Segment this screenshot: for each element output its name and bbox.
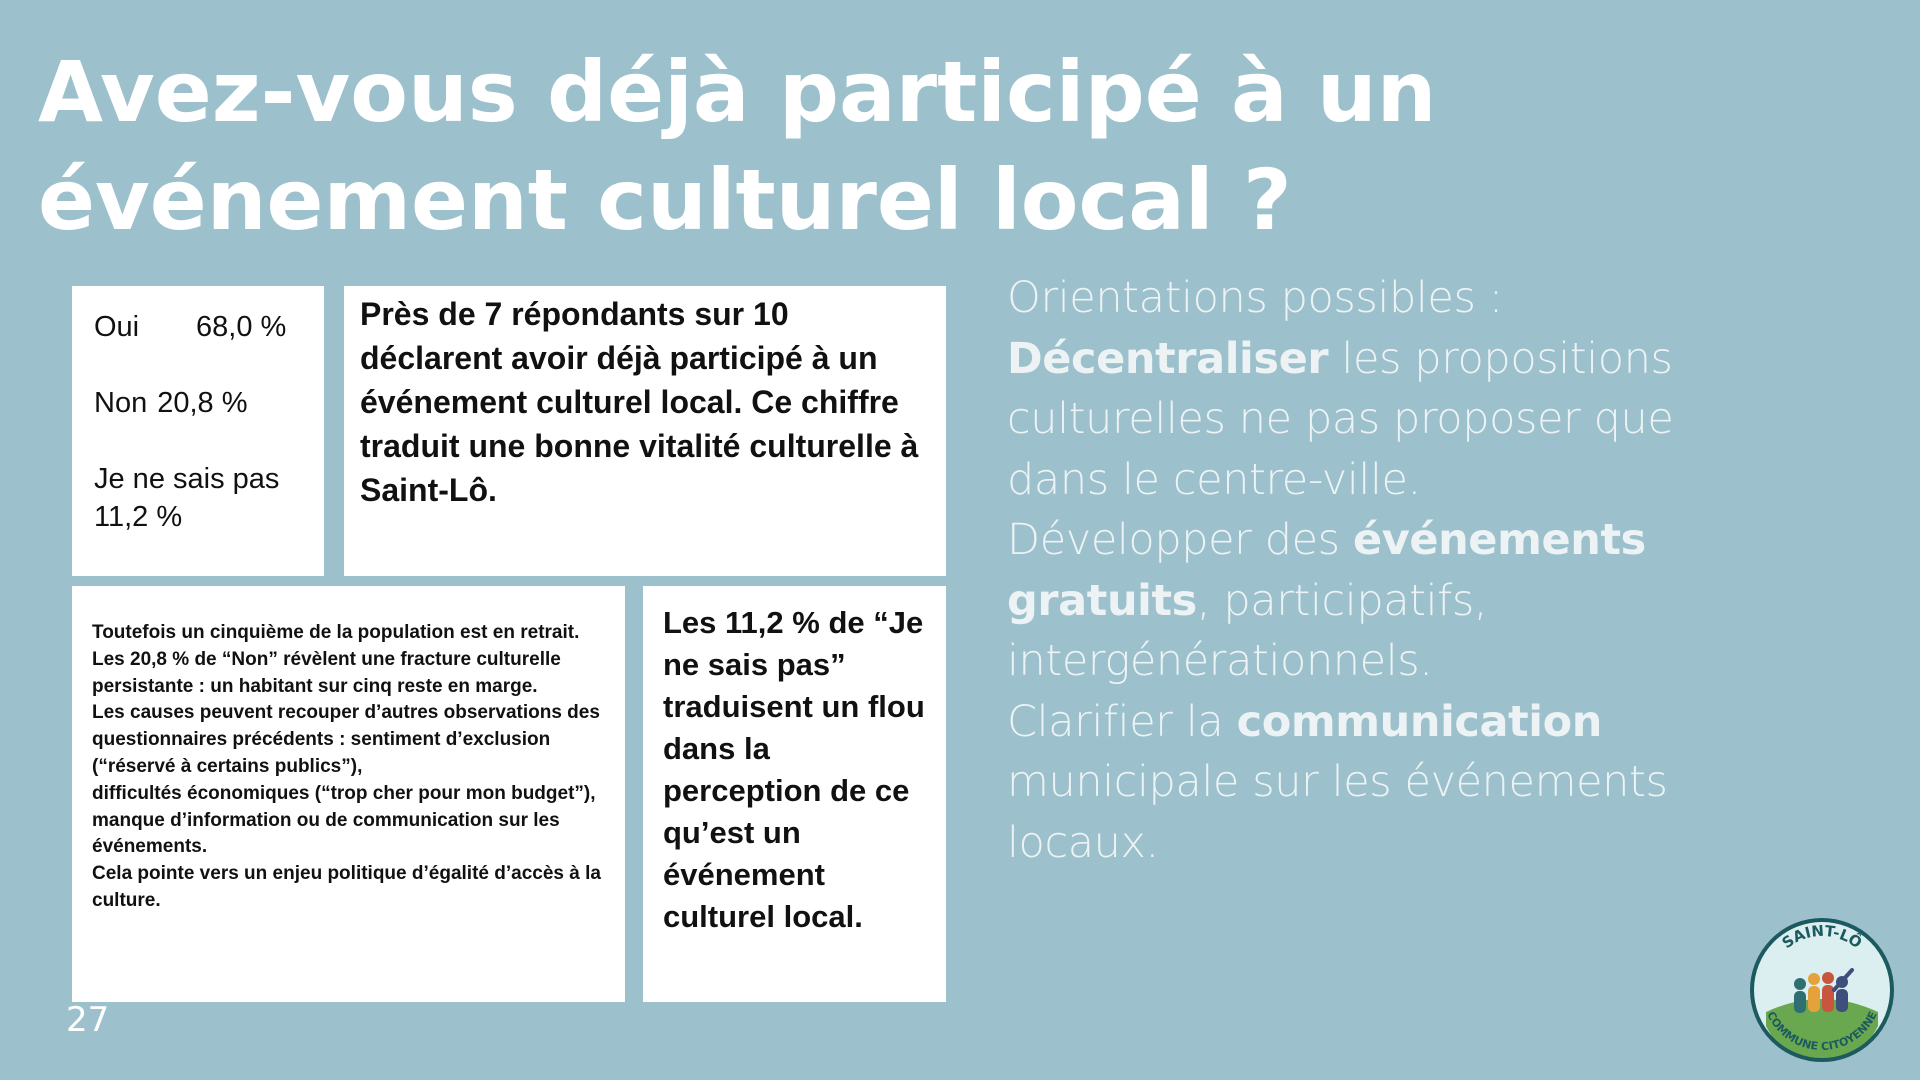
stats-box	[72, 286, 324, 576]
detail-analysis-box	[72, 586, 625, 1002]
orientation-item-2	[1007, 510, 1767, 692]
orientation-item-3-text: municipale sur les événements locaux.	[1007, 757, 1668, 868]
stat-non-value: 20,8 %	[157, 387, 248, 419]
stat-non	[94, 384, 304, 422]
saint-lo-logo-icon	[1748, 916, 1896, 1064]
detail-paragraph: manque d’information ou de communication sur les événements.	[92, 809, 560, 858]
page-number: 27	[66, 1000, 110, 1040]
detail-paragraph: Toutefois un cinquième de la population est en retrait. Les 20,8 % de “Non” révèlent une fracture culturelle persistante : un habitant sur cinq reste en marge.	[92, 622, 580, 697]
orientation-item-2-bold: événements gratuits	[1007, 515, 1646, 626]
orientation-item-3-start: Clarifier la	[1007, 696, 1237, 747]
orientation-item-1	[1007, 329, 1767, 511]
detail-paragraph: difficultés économiques (“trop cher pour mon budget”),	[92, 782, 596, 804]
stat-non-label: Non	[94, 387, 148, 419]
logo-top-text: SAINT-LÔ	[1778, 921, 1866, 953]
logo-bottom-text: COMMUNE CITOYENNE	[1764, 1009, 1880, 1054]
stat-spacer	[94, 422, 304, 460]
stat-unsure-label: Je ne sais pas	[94, 463, 280, 495]
orientation-item-3	[1007, 692, 1767, 874]
slide-title: Avez-vous déjà participé à un événement culturel local ?	[38, 43, 1437, 249]
stat-oui-value: 68,0 %	[196, 311, 287, 343]
detail-paragraph: Cela pointe vers un enjeu politique d’égalité d’accès à la culture.	[92, 863, 601, 911]
orientation-item-3-bold: communication	[1236, 696, 1602, 747]
main-finding-box: Près de 7 répondants sur 10 déclarent avoir déjà participé à un événement culturel local. Ce chiffre traduit une bonne vitalité culturelle à Saint-Lô.	[344, 286, 946, 576]
orientations-heading: Orientations possibles :	[1007, 273, 1503, 323]
unsure-analysis-box: Les 11,2 % de “Je ne sais pas” traduisent un flou dans la perception de ce qu’est un événement culturel local.	[643, 586, 946, 1002]
stat-spacer	[94, 346, 304, 384]
orientations-panel	[1007, 268, 1767, 873]
stat-unsure-value: 11,2 %	[94, 501, 183, 533]
stat-oui	[94, 308, 304, 346]
detail-paragraph: Les causes peuvent recouper d’autres observations des questionnaires précédents : sentiment d’exclusion (“réservé à certains publics”),	[92, 702, 600, 777]
stat-oui-label: Oui	[94, 311, 140, 343]
orientation-item-2-start: Développer des	[1007, 515, 1353, 565]
orientation-item-2-text: , participatifs, intergénérationnels.	[1007, 575, 1488, 686]
orientation-item-1-bold: Décentraliser	[1007, 333, 1329, 384]
orientation-item-1-text: les propositions culturelles ne pas proposer que dans le centre-ville.	[1007, 333, 1674, 505]
